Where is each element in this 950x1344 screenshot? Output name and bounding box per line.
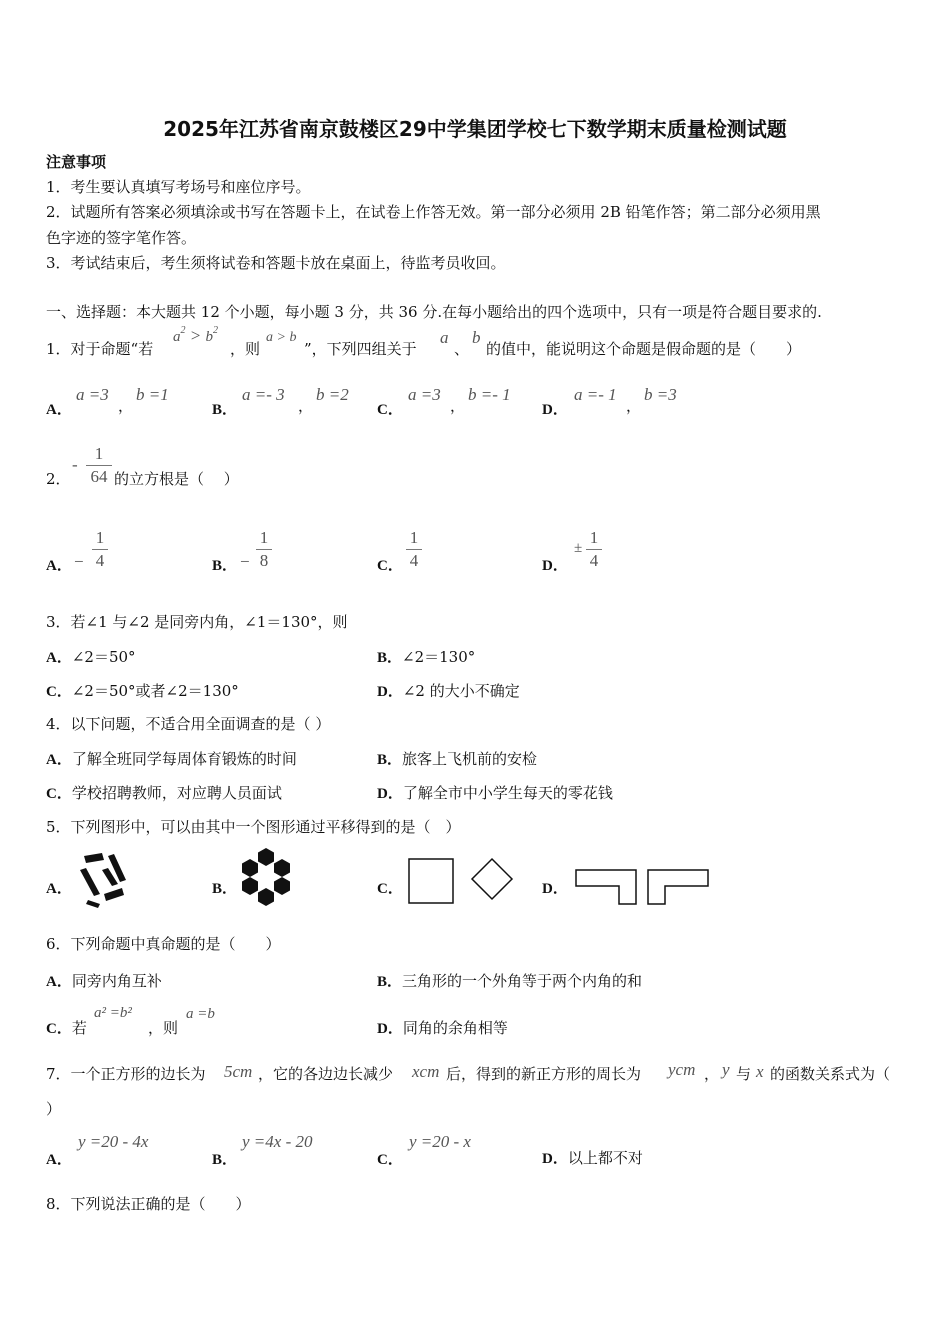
q4-option-a[interactable] bbox=[46, 749, 297, 770]
q2-option-c-label[interactable]: C． bbox=[377, 558, 403, 574]
q2-option-a-sign: − bbox=[74, 552, 84, 571]
question-number: 4． bbox=[46, 715, 71, 733]
square-and-diamond-figure bbox=[408, 857, 516, 905]
q1-option-a-comma: ， bbox=[118, 397, 134, 415]
q3-option-d[interactable] bbox=[377, 681, 520, 702]
q1-option-b-comma: ， bbox=[298, 397, 314, 415]
question-number: 1． bbox=[46, 340, 71, 358]
q7-text-6: 的函数关系式为（ bbox=[770, 1065, 891, 1083]
q6-option-c-conclusion: a =b bbox=[186, 1006, 215, 1022]
q7-var-x: x bbox=[756, 1062, 764, 1081]
q3-option-c[interactable] bbox=[46, 681, 239, 702]
q1-option-c-comma: ， bbox=[450, 397, 466, 415]
q1-condition: $a^2 > b^2$ bbox=[173, 325, 218, 345]
question-number: 8． bbox=[46, 1195, 71, 1213]
question-4-stem bbox=[46, 714, 330, 734]
q7-option-a-label[interactable]: A． bbox=[46, 1152, 72, 1168]
q2-option-b-label[interactable]: B． bbox=[212, 558, 238, 574]
option-label: C． bbox=[46, 684, 72, 700]
q7-text-2: ，它的各边边长减少 bbox=[258, 1065, 394, 1083]
notice-item-2-cont: 色字迹的签字笔作答。 bbox=[46, 229, 197, 247]
notice-item-3: 3．考试结束后，考生须将试卷和答题卡放在桌面上，待监考员收回。 bbox=[46, 254, 506, 272]
q6-text: 下列命题中真命题的是（ ） bbox=[70, 935, 281, 953]
q2-text: 的立方根是（ ） bbox=[114, 470, 239, 488]
q1-var-b: b bbox=[472, 328, 481, 347]
q6-option-b[interactable] bbox=[377, 971, 642, 992]
q5-text: 下列图形中，可以由其中一个图形通过平移得到的是（ ） bbox=[70, 818, 461, 836]
q6-option-c-then: ，则 bbox=[148, 1019, 179, 1037]
q7-side-length: 5cm bbox=[224, 1062, 253, 1081]
q1-option-d-label[interactable]: D． bbox=[542, 402, 568, 418]
notice-item-2: 2．试题所有答案必须填涂或书写在答题卡上，在试卷上作答无效。第一部分必须用 2B 铅笔作答；第二部分必须用黑 bbox=[46, 203, 821, 221]
q4-text: 以下问题，不适合用全面调查的是（ ） bbox=[70, 715, 331, 733]
hexagon-ring-figure bbox=[238, 847, 294, 907]
q2-fraction bbox=[86, 444, 112, 487]
option-text: 同角的余角相等 bbox=[402, 1019, 508, 1037]
q3-option-a[interactable] bbox=[46, 647, 136, 668]
q2-option-d-fraction bbox=[586, 528, 602, 571]
question-5-stem bbox=[46, 817, 461, 837]
option-text: 了解全市中小学生每天的零花钱 bbox=[402, 784, 613, 802]
q3-text: 若∠1 与∠2 是同旁内角，∠1＝130°，则 bbox=[70, 613, 348, 631]
q1-option-c-a: a =3 bbox=[408, 385, 441, 404]
option-label: D． bbox=[377, 684, 403, 700]
q7-option-b-expr: y =4x - 20 bbox=[242, 1132, 313, 1151]
rotated-triangle-bars-figure bbox=[78, 850, 130, 908]
question-number: 3． bbox=[46, 613, 71, 631]
q2-option-b-fraction bbox=[256, 528, 272, 571]
q5-option-d-label[interactable]: D． bbox=[542, 881, 568, 897]
option-text: ∠2 的大小不确定 bbox=[402, 682, 520, 700]
section-heading: 一、选择题：本大题共 12 个小题，每小题 3 分，共 36 分.在每小题给出的四个选项中，只有一项是符合题目要求的. bbox=[46, 303, 822, 321]
q7-option-c-expr: y =20 - x bbox=[409, 1132, 471, 1151]
q7-text-3: 后，得到的新正方形的周长为 bbox=[446, 1065, 642, 1083]
q1-var-a: a bbox=[440, 328, 449, 347]
q3-option-b[interactable] bbox=[377, 647, 475, 668]
option-label: C． bbox=[46, 786, 72, 802]
question-6-stem bbox=[46, 934, 281, 954]
q4-option-b[interactable] bbox=[377, 749, 537, 770]
q2-option-a-label[interactable]: A． bbox=[46, 558, 72, 574]
option-label: A． bbox=[46, 974, 72, 990]
q1-option-c-b: b =- 1 bbox=[468, 385, 511, 404]
q2-option-c-numerator: 1 bbox=[409, 528, 419, 547]
page-title: 2025年江苏省南京鼓楼区29中学集团学校七下数学期末质量检测试题 bbox=[163, 117, 787, 141]
q7-option-a-expr: y =20 - 4x bbox=[78, 1132, 149, 1151]
option-text: 若 bbox=[71, 1019, 87, 1037]
q1-text-3: ”，下列四组关于 bbox=[304, 340, 417, 358]
q4-option-d[interactable] bbox=[377, 783, 613, 804]
q1-option-b-label[interactable]: B． bbox=[212, 402, 238, 418]
q1-cond-a: a bbox=[173, 329, 181, 345]
option-label: C． bbox=[46, 1021, 72, 1037]
option-label: B． bbox=[377, 650, 403, 666]
option-label: D． bbox=[542, 1151, 568, 1167]
question-3-stem bbox=[46, 612, 348, 632]
q8-text: 下列说法正确的是（ ） bbox=[70, 1195, 251, 1213]
option-label: A． bbox=[46, 752, 72, 768]
q5-option-a-label[interactable]: A． bbox=[46, 881, 72, 897]
q1-option-a-label[interactable]: A． bbox=[46, 402, 72, 418]
option-label: A． bbox=[46, 650, 72, 666]
option-text: 三角形的一个外角等于两个内角的和 bbox=[402, 972, 643, 990]
q5-option-c-label[interactable]: C． bbox=[377, 881, 403, 897]
q1-text-4: 的值中，能说明这个命题是假命题的是（ ） bbox=[486, 340, 802, 358]
option-text: 旅客上飞机前的安检 bbox=[402, 750, 538, 768]
q2-option-b-numerator: 1 bbox=[259, 528, 269, 547]
option-label: D． bbox=[377, 1021, 403, 1037]
q2-option-a-fraction bbox=[92, 528, 108, 571]
q6-option-c-condition: a² =b² bbox=[94, 1005, 132, 1021]
q6-option-a[interactable] bbox=[46, 971, 162, 992]
option-text: 以上都不对 bbox=[567, 1149, 643, 1167]
q1-option-d-b: b =3 bbox=[644, 385, 677, 404]
q6-option-c-label[interactable] bbox=[46, 1018, 87, 1039]
option-label: B． bbox=[377, 752, 403, 768]
option-text: ∠2＝50°或者∠2＝130° bbox=[71, 682, 239, 700]
q2-option-b-denominator: 8 bbox=[259, 551, 269, 570]
q2-option-d-label[interactable]: D． bbox=[542, 558, 568, 574]
q7-var-y: y bbox=[722, 1060, 730, 1079]
q2-option-c-denominator: 4 bbox=[409, 551, 419, 570]
q2-option-b-sign: − bbox=[240, 552, 250, 571]
q7-perimeter: ycm bbox=[668, 1060, 696, 1079]
q2-fraction-numerator: 1 bbox=[94, 444, 104, 463]
q1-option-d-comma: ， bbox=[626, 397, 642, 415]
question-number: 6． bbox=[46, 935, 71, 953]
q1-conclusion: a > b bbox=[266, 330, 297, 345]
q1-option-a-a: a =3 bbox=[76, 385, 109, 404]
q1-option-a-b: b =1 bbox=[136, 385, 169, 404]
q1-text-2: ，则 bbox=[230, 340, 261, 358]
q2-option-a-denominator: 4 bbox=[95, 551, 105, 570]
q5-option-b-label[interactable]: B． bbox=[212, 881, 238, 897]
q2-option-d-sign: ± bbox=[574, 540, 583, 556]
q1-cond-b: b bbox=[205, 329, 213, 345]
q2-option-a-numerator: 1 bbox=[95, 528, 105, 547]
q1-text-1: 对于命题“若 bbox=[70, 340, 154, 358]
q7-text-1: 一个正方形的边长为 bbox=[70, 1065, 206, 1083]
q1-option-b-a: a =- 3 bbox=[242, 385, 285, 404]
option-label: D． bbox=[377, 786, 403, 802]
option-text: 了解全班同学每周体育锻炼的时间 bbox=[71, 750, 297, 768]
q4-option-c[interactable] bbox=[46, 783, 282, 804]
option-text: 同旁内角互补 bbox=[71, 972, 162, 990]
question-number: 5． bbox=[46, 818, 71, 836]
question-2-number: 2． bbox=[46, 470, 71, 488]
q1-option-d-a: a =- 1 bbox=[574, 385, 617, 404]
q1-option-b-b: b =2 bbox=[316, 385, 349, 404]
question-number: 7． bbox=[46, 1065, 71, 1083]
q7-option-c-label[interactable]: C． bbox=[377, 1152, 403, 1168]
q2-option-c-fraction bbox=[406, 528, 422, 571]
option-label: B． bbox=[377, 974, 403, 990]
option-text: 学校招聘教师，对应聘人员面试 bbox=[71, 784, 282, 802]
question-8-stem bbox=[46, 1194, 251, 1214]
q1-option-c-label[interactable]: C． bbox=[377, 402, 403, 418]
option-text: ∠2＝130° bbox=[402, 648, 476, 666]
question-1-stem bbox=[46, 339, 153, 359]
q7-decrease: xcm bbox=[412, 1062, 440, 1081]
q1-sep: 、 bbox=[454, 340, 470, 358]
notice-item-1: 1．考生要认真填写考场号和座位序号。 bbox=[46, 178, 311, 196]
question-7-stem bbox=[46, 1064, 206, 1084]
option-text: ∠2＝50° bbox=[71, 648, 136, 666]
two-l-shapes-figure bbox=[575, 868, 713, 908]
q2-minus: - bbox=[72, 455, 78, 474]
q7-option-b-label[interactable]: B． bbox=[212, 1152, 238, 1168]
q6-option-d[interactable] bbox=[377, 1018, 508, 1039]
q7-option-d[interactable] bbox=[542, 1148, 643, 1169]
notice-heading: 注意事项 bbox=[46, 153, 107, 171]
q7-text-4: ， bbox=[704, 1065, 720, 1083]
q7-text-7: ） bbox=[46, 1100, 62, 1118]
q2-fraction-denominator: 64 bbox=[90, 467, 108, 486]
q2-option-d-numerator: 1 bbox=[589, 528, 599, 547]
q7-text-5: 与 bbox=[736, 1065, 752, 1083]
q2-option-d-denominator: 4 bbox=[589, 551, 599, 570]
